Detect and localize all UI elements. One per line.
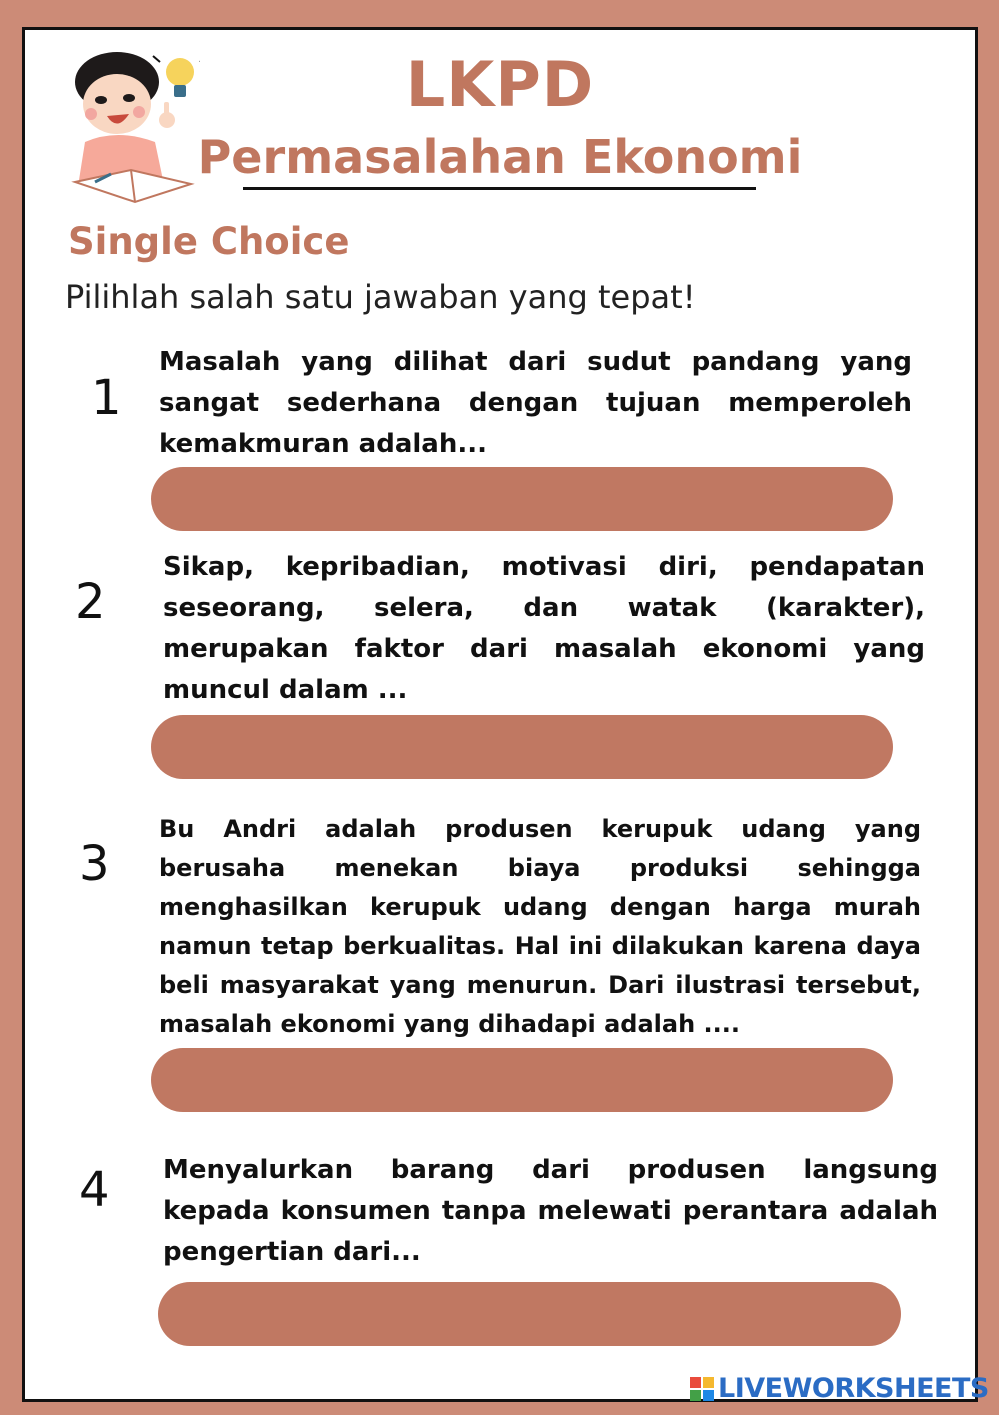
answer-input[interactable] <box>158 1282 901 1346</box>
title-divider <box>243 187 756 190</box>
page-subtitle: Permasalahan Ekonomi <box>197 130 803 184</box>
worksheet-page <box>22 27 978 1402</box>
section-title: Single Choice <box>68 220 350 263</box>
question-text: Masalah yang dilihat dari sudut pandang yang sangat sederhana dengan tujuan memperoleh kemakmuran adalah... <box>159 347 912 459</box>
answer-input[interactable] <box>151 467 893 531</box>
question-number: 3 <box>79 836 110 892</box>
liveworksheets-logo-icon <box>690 1377 714 1401</box>
liveworksheets-watermark[interactable] <box>690 1373 989 1404</box>
instruction-text: Pilihlah salah satu jawaban yang tepat! <box>65 278 696 316</box>
question-text: Bu Andri adalah produsen kerupuk udang yang berusaha menekan biaya produksi sehingga menghasilkan kerupuk udang dengan harga murah namun tetap berkualitas. Hal ini dilakukan karena daya beli masyarakat yang menurun. Dari ilustrasi tersebut, masalah ekonomi yang dihadapi adalah .... <box>159 815 921 1038</box>
question-number: 1 <box>91 370 122 426</box>
watermark-text: LIVEWORKSHEETS <box>718 1373 989 1404</box>
question-number: 4 <box>79 1162 110 1218</box>
answer-input[interactable] <box>151 715 893 779</box>
answer-input[interactable] <box>151 1048 893 1112</box>
page-title: LKPD <box>405 48 595 121</box>
question-number: 2 <box>75 574 106 630</box>
question-text: Sikap, kepribadian, motivasi diri, pendapatan seseorang, selera, dan watak (karakter), merupakan faktor dari masalah ekonomi yang muncul dalam ... <box>163 552 925 705</box>
question-text: Menyalurkan barang dari produsen langsung kepada konsumen tanpa melewati perantara adalah pengertian dari... <box>163 1155 938 1267</box>
